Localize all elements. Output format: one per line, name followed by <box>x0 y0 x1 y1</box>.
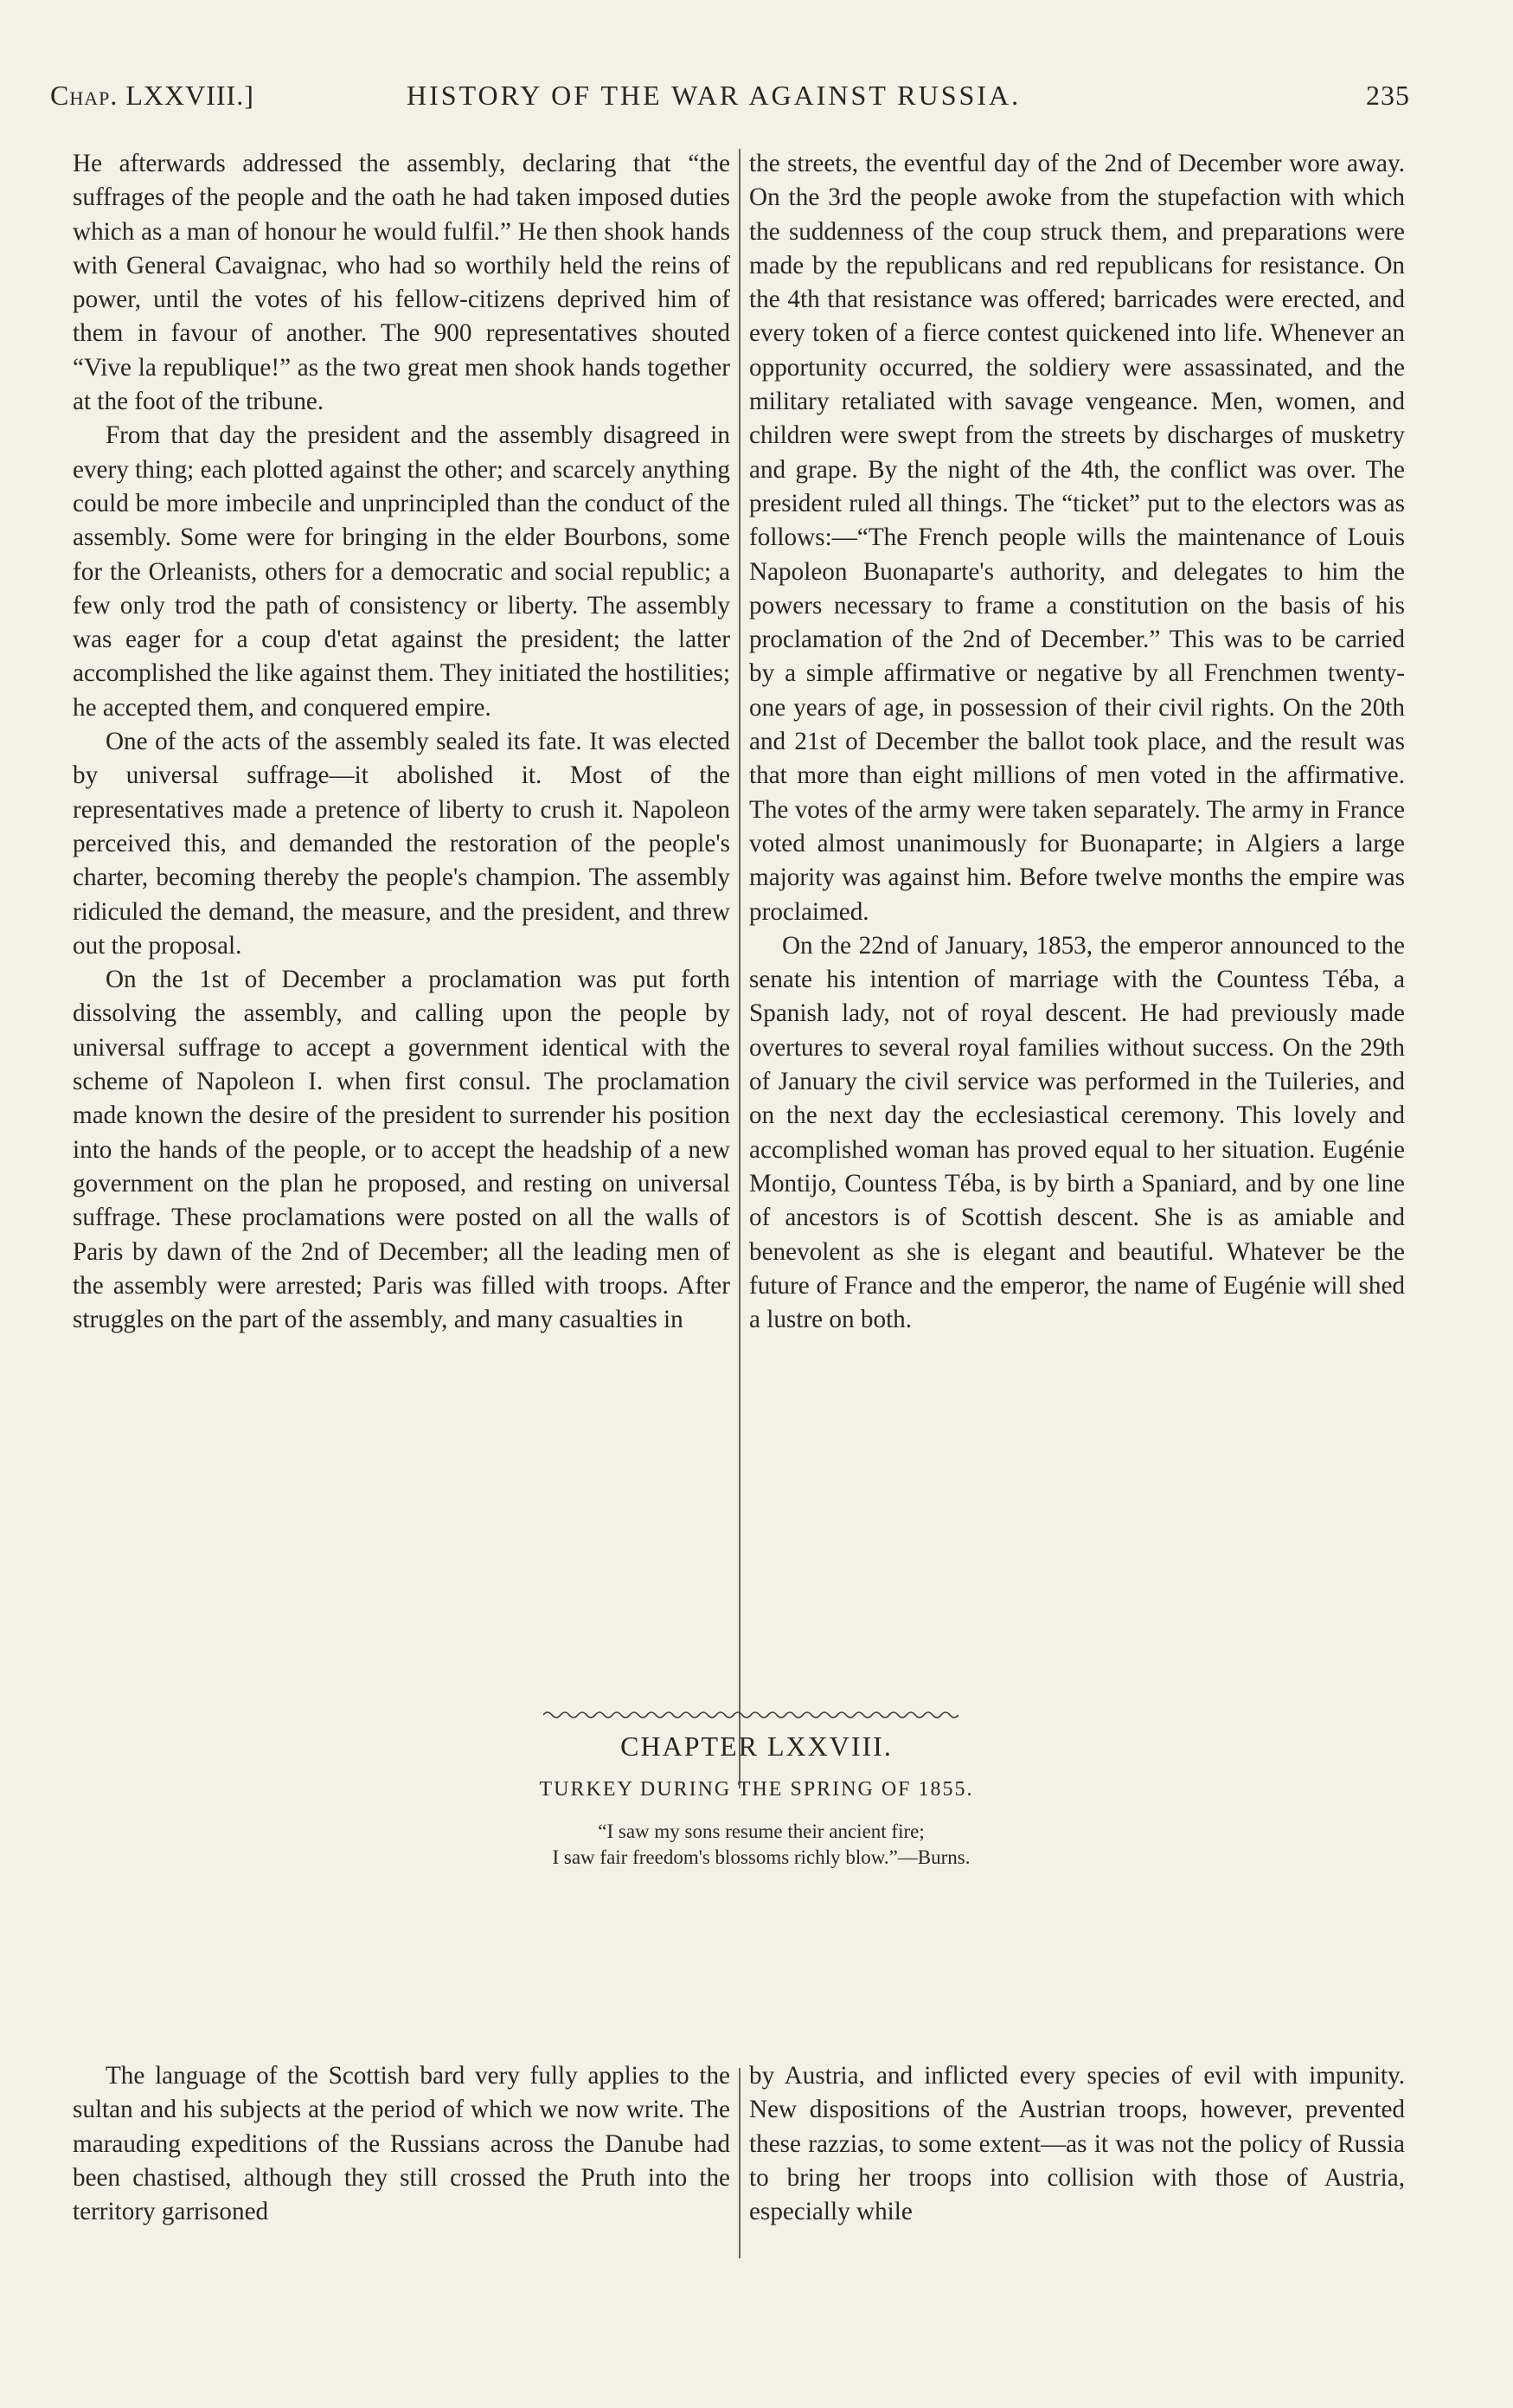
paragraph: On the 1st of December a proclamation was put forth dissolving the assembly, and calling upon the people by universal suffrage to accept a government identical with the scheme of Napoleon I. when first consul. The proclamation made known the desire of the president to surrender his position into the hands of the people, or to accept the headship of a new government on the plan he proposed, and resting on universal suffrage. These proclamations were posted on all the walls of Paris by dawn of the 2nd of December; all the leading men of the assembly were arrested; Paris was filled with troops. After struggles on the part of the assembly, and many casualties in <box>73 966 730 1334</box>
chapter-heading: CHAPTER LXXVIII. <box>620 1731 893 1762</box>
column-divider <box>739 149 740 1788</box>
paragraph: From that day the president and the assembly disagreed in every thing; each plotted against the other; and scarcely anything could be more imbecile and unprincipled than the conduct of the assembly. Some were for bringing in the elder Bourbons, some for the Orleanists, others for a democratic and social republic; a few only trod the path of consistency or liberty. The assembly was eager for a coup d'etat against the president; the latter accomplished the like against them. They initiated the hostilities; he accepted them, and conquered empire. <box>73 421 730 722</box>
chapter-reference: Chap. LXXVIII.] <box>50 80 254 111</box>
right-column-top <box>749 147 1405 1337</box>
paragraph: One of the acts of the assembly sealed its fate. It was elected by universal suffrage—it abolished it. Most of the representatives made a pretence of liberty to crush it. Napoleon perceived this, and demanded the restoration of the people's charter, becoming thereby the people's champion. The assembly ridiculed the demand, the measure, and the president, and threw out the proposal. <box>73 728 730 960</box>
paragraph: On the 22nd of January, 1853, the emperor announced to the senate his intention of marriage with the Countess Téba, a Spanish lady, not of royal descent. He had previously made overtures to several royal families without success. On the 29th of January the civil service was performed in the Tuileries, and on the next day the ecclesiastical ceremony. This lovely and accomplished woman has proved equal to her situation. Eugénie Montijo, Countess Téba, is by birth a Spaniard, and by one line of ancestors is of Scottish descent. She is as amiable and benevolent as she is elegant and beautiful. Whatever be the future of France and the emperor, the name of Eugénie will shed a lustre on both. <box>749 931 1405 1334</box>
column-divider <box>739 2068 740 2258</box>
epigraph-line: I saw fair freedom's blossoms richly blow.”—Burns. <box>552 1846 971 1868</box>
left-column-top <box>73 147 730 1337</box>
wavy-rule-ornament <box>543 1709 958 1721</box>
page-number: 235 <box>1366 80 1410 111</box>
paragraph: The language of the Scottish bard very fully applies to the sultan and his subjects at the period of which we now write. The marauding expeditions of the Russians across the Danube had been chastised, although they still crossed the Pruth into the territory garrisoned <box>73 2062 730 2226</box>
left-column-bottom <box>73 2059 730 2229</box>
chapter-subtitle: TURKEY DURING THE SPRING OF 1855. <box>539 1778 974 1801</box>
epigraph-line: “I saw my sons resume their ancient fire; <box>598 1820 925 1842</box>
right-column-bottom <box>749 2059 1405 2229</box>
paragraph: He afterwards addressed the assembly, declaring that “the suffrages of the people and the oath he had taken imposed duties which as a man of honour he would fulfil.” He then shook hands with General Cavaignac, who had so worthily held the reins of power, until the votes of his fellow-citizens deprived him of them in favour of another. The 900 representatives shouted “Vive la republique!” as the two great men shook hands together at the foot of the tribune. <box>73 150 730 416</box>
paragraph: the streets, the eventful day of the 2nd of December wore away. On the 3rd the people awoke from the stupefaction with which the suddenness of the coup struck them, and preparations were made by the republicans and red republicans for resistance. On the 4th that resistance was offered; barricades were erected, and every token of a fierce contest quickened into life. Whenever an opportunity occurred, the soldiery were assassinated, and the military retaliated with savage vengeance. Men, women, and children were swept from the streets by discharges of musketry and grape. By the night of the 4th, the conflict was over. The president ruled all things. The “ticket” put to the electors was as follows:—“The French people wills the maintenance of Louis Napoleon Buonaparte's authority, and delegates to him the powers necessary to frame a constitution on the basis of his proclamation of the 2nd of December.” This was to be carried by a simple affirmative or negative by all Frenchmen twenty-one years of age, in possession of their civil rights. On the 20th and 21st of December the ballot took place, and the result was that more than eight millions of men voted in the affirmative. The votes of the army were taken separately. The army in France voted almost unanimously for Buonaparte; in Algiers a large majority was against him. Before twelve months the empire was proclaimed. <box>749 150 1405 926</box>
epigraph <box>363 1819 1159 1871</box>
book-title: HISTORY OF THE WAR AGAINST RUSSIA. <box>407 80 1022 111</box>
paragraph: by Austria, and inflicted every species of evil with impunity. New dispositions of the Austrian troops, however, prevented these razzias, to some extent—as it was not the policy of Russia to bring her troops into collision with those of Austria, especially while <box>749 2062 1405 2226</box>
